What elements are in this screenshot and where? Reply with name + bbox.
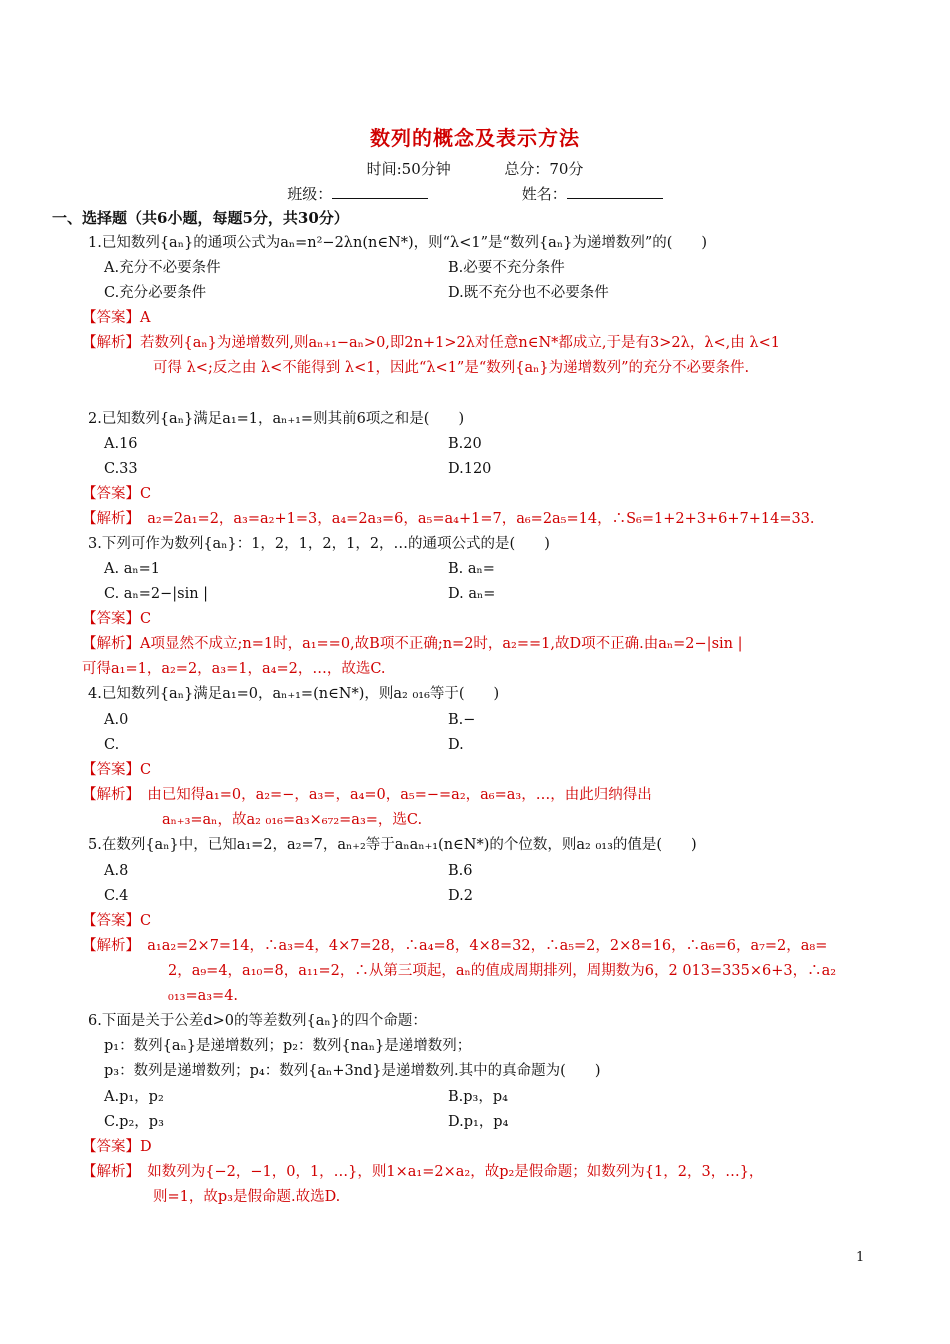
page-title: 数列的概念及表示方法	[370, 126, 580, 150]
question-text-line: A.0	[104, 712, 129, 728]
answer-text-line: 2，a₉=4，a₁₀=8，a₁₁=2，∴从第三项起，aₙ的值成周期排列，周期数为6，2 013=335×6+3，∴a₂	[168, 963, 837, 979]
answer-text-line: 【答案】C	[82, 913, 152, 929]
question-text-line: D. aₙ=	[448, 586, 496, 602]
answer-text-line: 可得a₁=1，a₂=2，a₃=1，a₄=2，…，故选C.	[82, 661, 386, 677]
question-text-line: D.	[448, 737, 464, 753]
time-limit: 时间:50分钟	[366, 160, 451, 178]
question-text-line: A.8	[104, 863, 129, 879]
question-text-line: A. aₙ=1	[104, 561, 160, 577]
answer-text-line: 则=1，故p₃是假命题.故选D.	[153, 1189, 341, 1205]
total-score: 总分：70分	[504, 160, 584, 178]
question-text-line: 4.已知数列{aₙ}满足a₁=0，aₙ₊₁=(n∈N*)，则a₂ ₀₁₆等于( )	[88, 686, 500, 702]
answer-text-line: 【解析】若数列{aₙ}为递增数列,则aₙ₊₁−aₙ>0,即2n+1>2λ对任意n∈N*都成立,于是有3>2λ，λ<,由 λ<1	[82, 335, 780, 351]
question-text-line: 3.下列可作为数列{aₙ}：1，2，1，2，1，2，…的通项公式的是( )	[88, 536, 550, 552]
question-text-line: A.充分不必要条件	[104, 260, 221, 276]
answer-text-line: 【解析】 由已知得a₁=0，a₂=−，a₃=，a₄=0，a₅=−=a₂，a₆=a₃，…，由此归纳得出	[82, 787, 652, 803]
question-text-line: 2.已知数列{aₙ}满足a₁=1，aₙ₊₁=则其前6项之和是( )	[88, 411, 465, 427]
answer-text-line: 【答案】D	[82, 1139, 152, 1155]
answer-text-line: ₀₁₃=a₃=4.	[168, 988, 239, 1004]
question-text-line: C. aₙ=2−|sin |	[104, 586, 209, 602]
question-text-line: D.p₁，p₄	[448, 1114, 509, 1130]
answer-text-line: 【解析】A项显然不成立;n=1时，a₁==0,故B项不正确;n=2时，a₂==1,故D项不正确.由aₙ=2−|sin |	[82, 636, 743, 652]
question-text-line: B. aₙ=	[448, 561, 495, 577]
name-blank	[567, 184, 663, 199]
page-number: 1	[856, 1250, 865, 1265]
answer-text-line: 可得 λ<;反之由 λ<不能得到 λ<1，因此“λ<1”是“数列{aₙ}为递增数列”的充分不必要条件.	[153, 360, 750, 376]
answer-text-line: 【解析】 a₂=2a₁=2，a₃=a₂+1=3，a₄=2a₃=6，a₅=a₄+1=7，a₆=2a₅=14，∴S₆=1+2+3+6+7+14=33.	[82, 511, 815, 527]
exam-meta-student	[0, 183, 950, 204]
answer-text-line: 【答案】C	[82, 486, 152, 502]
question-text-line: B.必要不充分条件	[448, 260, 565, 276]
question-text-line: D.既不充分也不必要条件	[448, 285, 609, 301]
question-text-line: D.120	[448, 461, 492, 477]
answer-text-line: 【答案】A	[82, 310, 151, 326]
question-text-line: C.33	[104, 461, 138, 477]
answer-text-line: 【解析】 如数列为{−2，−1，0，1，…}，则1×a₁=2×a₂，故p₂是假命题；如数列为{1，2，3，…}，	[82, 1164, 764, 1180]
question-text-line: 1.已知数列{aₙ}的通项公式为aₙ=n²−2λn(n∈N*)，则“λ<1”是“数列{aₙ}为递增数列”的( )	[88, 235, 708, 251]
question-text-line: 5.在数列{aₙ}中，已知a₁=2，a₂=7，aₙ₊₂等于aₙaₙ₊₁(n∈N*)的个位数，则a₂ ₀₁₃的值是( )	[88, 837, 697, 853]
question-text-line: B.p₃，p₄	[448, 1089, 508, 1105]
question-text-line: C.充分必要条件	[104, 285, 207, 301]
exam-meta-time-score	[0, 158, 950, 179]
question-text-line: p₃：数列是递增数列；p₄：数列{aₙ+3nd}是递增数列.其中的真命题为( )	[104, 1063, 601, 1079]
question-text-line: A.16	[104, 436, 138, 452]
answer-text-line: 【答案】C	[82, 611, 152, 627]
answer-text-line: 【答案】C	[82, 762, 152, 778]
answer-text-line: aₙ₊₃=aₙ，故a₂ ₀₁₆=a₃×₆₇₂=a₃=，选C.	[162, 812, 423, 828]
question-text-line: p₁：数列{aₙ}是递增数列；p₂：数列{naₙ}是递增数列；	[104, 1038, 472, 1054]
question-text-line: A.p₁，p₂	[104, 1089, 164, 1105]
name-label: 姓名：	[521, 185, 567, 203]
question-text-line: B.−	[448, 712, 476, 728]
question-text-line: B.6	[448, 863, 473, 879]
class-label: 班级：	[287, 185, 333, 203]
question-text-line: B.20	[448, 436, 482, 452]
question-text-line: 6.下面是关于公差d>0的等差数列{aₙ}的四个命题：	[88, 1013, 427, 1029]
section-heading: 一、选择题（共6小题，每题5分，共30分）	[52, 209, 349, 227]
question-text-line: C.p₂，p₃	[104, 1114, 164, 1130]
class-blank	[332, 184, 428, 199]
question-text-line: C.4	[104, 888, 129, 904]
answer-text-line: 【解析】 a₁a₂=2×7=14，∴a₃=4，4×7=28，∴a₄=8，4×8=32，∴a₅=2，2×8=16，∴a₆=6，a₇=2，a₈=	[82, 938, 828, 954]
question-text-line: D.2	[448, 888, 473, 904]
question-text-line: C.	[104, 737, 120, 753]
